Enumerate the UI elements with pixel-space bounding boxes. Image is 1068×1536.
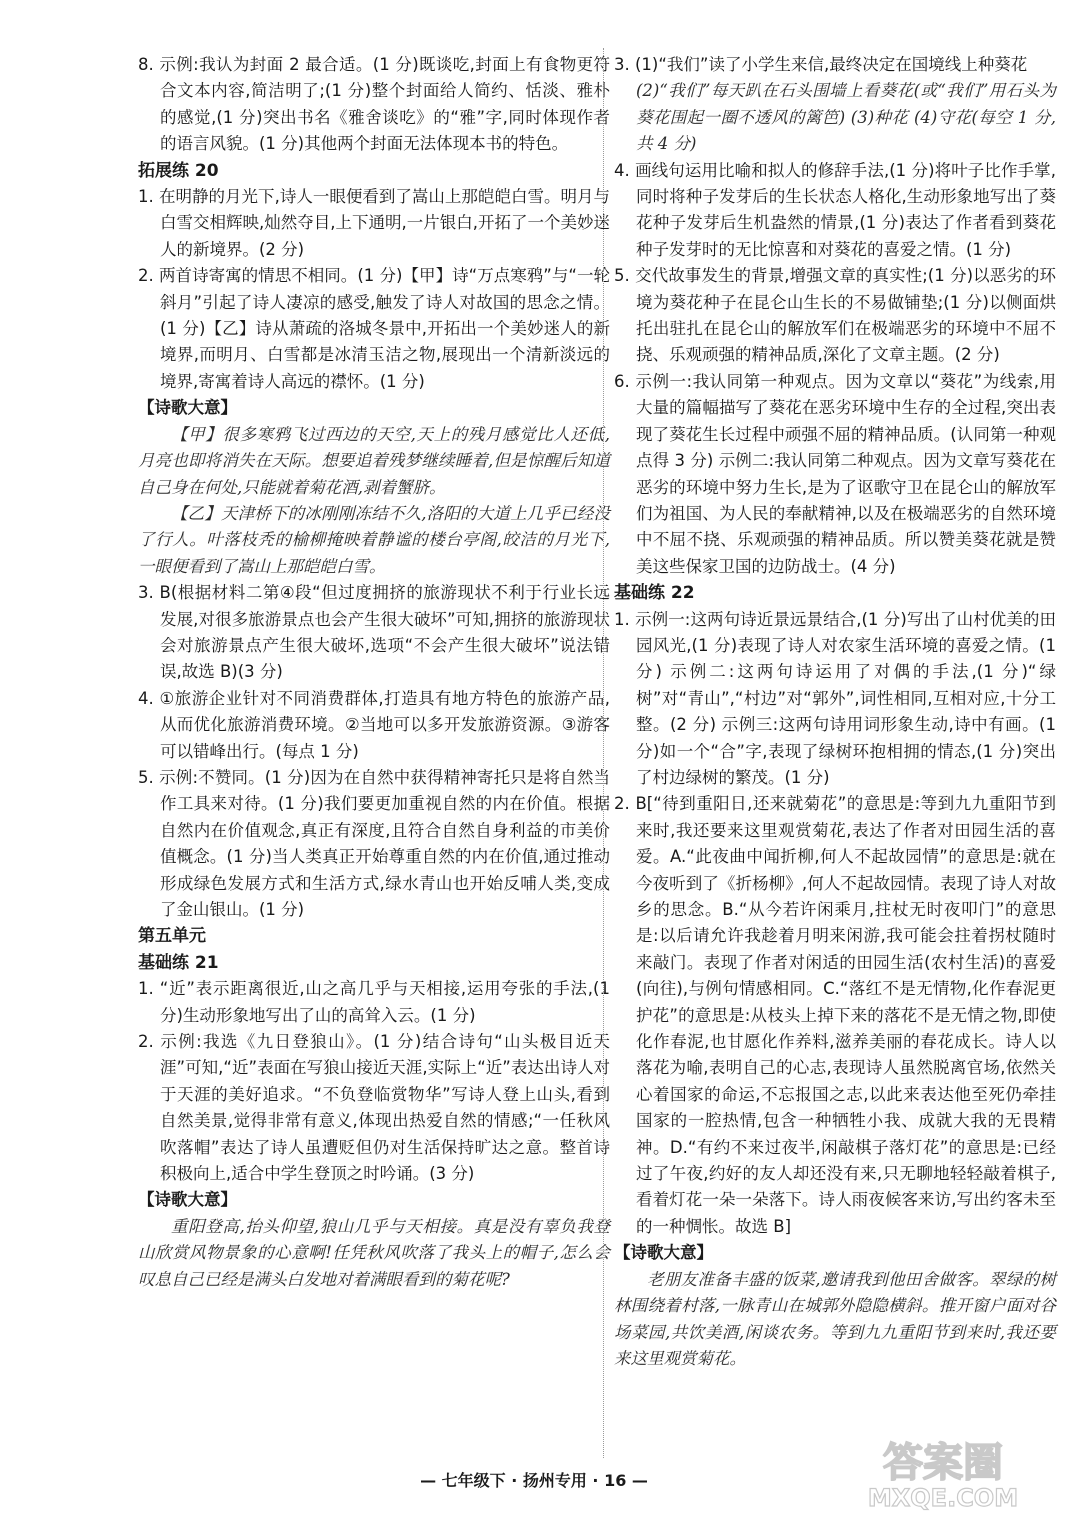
section-heading: 基础练 21 (138, 952, 219, 973)
poem-summary-label: 【诗歌大意】 (138, 1190, 237, 1210)
answer-item: 8. 示例:我认为封面 2 最合适。(1 分)既谈吃,封面上有食物更符合文本内容,简洁明了;(1 分)整个封面给人简约、恬淡、雅朴的感觉,(1 分)突出书名《雅舍谈吃》的“雅”字,同时体现作者的语言风貌。(1 分)其他两个封面无法体现本书的特色。 (138, 55, 610, 154)
svg-text:MXQE.COM: MXQE.COM (867, 1484, 1019, 1512)
answer-item: 5. 交代故事发生的背景,增强文章的真实性;(1 分)以恶劣的环境为葵花种子在昆仑山生长的不易做铺垫;(1 分)以侧面烘托出驻扎在昆仑山的解放军们在极端恶劣的环境中不屈不挠、乐观顽强的精神品质,深化了文章主题。(2 分) (614, 266, 1056, 365)
svg-text:答案圈: 答案圈 (883, 1440, 1003, 1486)
section-heading: 第五单元 (138, 926, 206, 947)
answer-item: 3. B(根据材料二第④段“但过度拥挤的旅游现状不利于行业长远发展,对很多旅游景点也会产生很大破坏”可知,拥挤的旅游现状会对旅游景点产生很大破坏,选项“不会产生很大破坏”说法错误,故选 B)(3 分) (138, 583, 610, 682)
page-footer: — 七年级下 · 扬州专用 · 16 — (420, 1471, 648, 1490)
answer-item: 4. 画线句运用比喻和拟人的修辞手法,(1 分)将叶子比作手掌,同时将种子发芽后的生长状态人格化,生动形象地写出了葵花种子发芽后生机盎然的情景,(1 分)表达了作者看到葵花种子发芽时的无比惊喜和对葵花的喜爱之情。(1 分) (614, 160, 1056, 259)
section-heading: 基础练 22 (614, 583, 695, 604)
column-divider (603, 48, 604, 1458)
answer-item: 2. B[“待到重阳日,还来就菊花”的意思是:等到九九重阳节到来时,我还要来这里观赏菊花,表达了作者对田园生活的喜爱。A.“此夜曲中闻折柳,何人不起故园情”的意思是:就在今夜听到了《折杨柳》,何人不起故园情。表现了诗人对故乡的思念。B.“从今若许闲乘月,拄杖无时夜叩门”的意思是:以后请允许我趁着月明来闲游,我可能会拄着拐杖随时来敲门。表现了作者对闲适的田园生活(农村生活)的喜爱(向往),与例句情感相同。C.“落红不是无情物,化作春泥更护花”的意思是:从枝头上掉下来的落花不是无情之物,即使化作春泥,也甘愿化作养料,滋养美丽的春花成长。诗人以落花为喻,表明自己的心志,表现诗人虽然脱离官场,依然关心着国家的命运,不忘报国之志,以此来表达他至死仍牵挂国家的一腔热情,包含一种牺牲小我、成就大我的无畏精神。D.“有约不来过夜半,闲敲棋子落灯花”的意思是:已经过了午夜,约好的友人却还没有来,只无聊地轻轻敲着棋子,看着灯花一朵一朵落下。诗人雨夜候客来访,写出约客未至的一种惆怅。故选 B] (614, 794, 1056, 1236)
answer-item: 1. 在明静的月光下,诗人一眼便看到了嵩山上那皑皑白雪。明月与白雪交相辉映,灿然夺目,上下通明,一片银白,开拓了一个美妙迷人的新境界。(2 分) (138, 187, 610, 259)
answer-item: 1. 示例一:这两句诗近景远景结合,(1 分)写出了山村优美的田园风光,(1 分)表现了诗人对农家生活环境的喜爱之情。(1 分) 示例二:这两句诗运用了对偶的手法,(1 分)“绿树”对“青山”,“村边”对“郭外”,词性相同,互相对应,十分工整。(2 分) 示例三:这两句诗用词形象生动,诗中有画。(1 分)如一个“合”字,表现了绿树环抱相拥的情态,(1 分)突出了村边绿树的繁茂。(1 分) (614, 609, 1056, 787)
poem-summary-text: 【乙】天津桥下的冰刚刚冻结不久,洛阳的大道上几乎已经没了行人。叶落枝秃的榆柳掩映着静谧的楼台亭阁,皎洁的月光下,一眼便看到了嵩山上那皑皑白雪。 (138, 503, 610, 576)
poem-summary-text: 重阳登高,抬头仰望,狼山几乎与天相接。真是没有辜负我登山欣赏风物景象的心意啊!任凭秋风吹落了我头上的帽子,怎么会叹息自己已经是满头白发地对着满眼看到的菊花呢? (138, 1216, 610, 1289)
answer-item: 6. 示例一:我认同第一种观点。因为文章以“葵花”为线索,用大量的篇幅描写了葵花在恶劣环境中生存的全过程,突出表现了葵花生长过程中顽强不屈的精神品质。(认同第一种观点得 3 分) 示例二:我认同第二种观点。因为文章写葵花在恶劣的环境中努力生长,是为了讴歌守卫在昆仑山的解放军们为祖国、为人民的奉献精神,以及在极端恶劣的自然环境中不屈不挠、乐观顽强的精神品质。所以赞美葵花就是赞美这些保家卫国的边防战士。(4 分) (614, 371, 1056, 576)
poem-summary-label: 【诗歌大意】 (138, 398, 237, 418)
right-column (614, 52, 1056, 1372)
left-column (138, 52, 610, 1293)
answer-item: 3. (1)“我们”读了小学生来信,最终决定在国境线上种葵花 (614, 55, 1028, 74)
poem-summary-label: 【诗歌大意】 (614, 1243, 713, 1263)
answer-item: 4. ①旅游企业针对不同消费群体,打造具有地方特色的旅游产品,从而优化旅游消费环境。②当地可以多开发旅游资源。③游客可以错峰出行。(每点 1 分) (138, 688, 610, 761)
answer-item: 1. “近”表示距离很近,山之高几乎与天相接,运用夸张的手法,(1 分)生动形象地写出了山的高耸入云。(1 分) (138, 979, 610, 1025)
answer-item: 2. 两首诗寄寓的情思不相同。(1 分)【甲】诗“万点寒鸦”与“一轮斜月”引起了诗人凄凉的感受,触发了诗人对故国的思念之情。(1 分)【乙】诗从萧疏的洛城冬景中,开拓出一个美妙迷人的新境界,而明月、白雪都是冰清玉洁之物,展现出一个清新淡远的境界,寄寓着诗人高远的襟怀。(1 分) (138, 266, 610, 391)
poem-summary-text: 老朋友准备丰盛的饭菜,邀请我到他田舍做客。翠绿的树林围绕着村落,一脉青山在城郭外隐隐横斜。推开窗户面对谷场菜园,共饮美酒,闲谈农务。等到九九重阳节到来时,我还要来这里观赏菊花。 (614, 1269, 1056, 1368)
watermark-logo (838, 1434, 1048, 1514)
answer-item: 2. 示例:我选《九日登狼山》。(1 分)结合诗句“山头极目近天涯”可知,“近”表面在写狼山接近天涯,实际上“近”表达出诗人对于天涯的美好追求。“不负登临赏物华”写诗人登上山头,看到自然美景,觉得非常有意义,体现出热爱自然的情感;“一任秋风吹落帽”表达了诗人虽遭贬但仍对生活保持旷达之意。整首诗积极向上,适合中学生登顶之时吟诵。(3 分) (138, 1032, 610, 1184)
answer-item: 5. 示例:不赞同。(1 分)因为在自然中获得精神寄托只是将自然当作工具来对待。(1 分)我们要更加重视自然的内在价值。根据自然内在价值观念,真正有深度,且符合自然自身利益的市美价值概念。(1 分)当人类真正开始尊重自然的内在价值,通过推动形成绿色发展方式和生活方式,绿水青山也开始反哺人类,变成了金山银山。(1 分) (138, 767, 610, 919)
poem-summary-text: 【甲】很多寒鸦飞过西边的天空,天上的残月感觉比人还低,月亮也即将消失在天际。想要追着残梦继续睡着,但是惊醒后知道自己身在何处,只能就着菊花酒,剥着蟹脐。 (138, 424, 610, 497)
section-heading: 拓展练 20 (138, 160, 219, 181)
answer-continuation: (2)“我们”每天趴在石头围墙上看葵花(或“我们”用石头为葵花围起一圈不透风的篱笆) (3)种花 (4)守花(每空 1 分,共 4 分) (636, 81, 1056, 154)
